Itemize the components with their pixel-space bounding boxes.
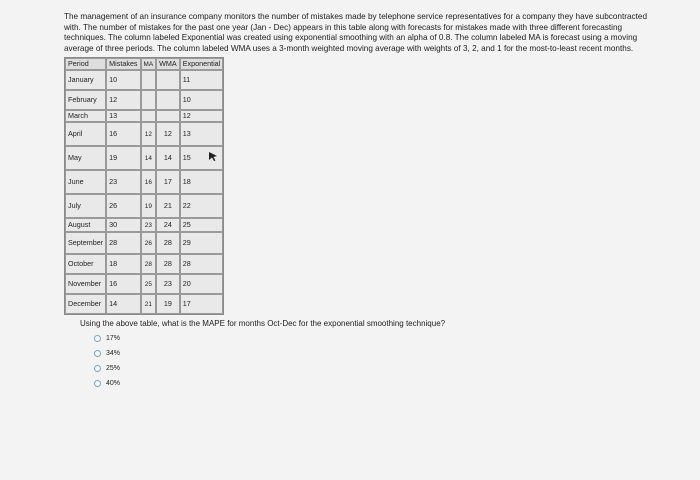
table-row [65,218,223,232]
answer-option[interactable] [94,361,664,376]
ma-cell [141,110,157,122]
mistakes-cell: 23 [106,170,140,194]
forecast-table [64,57,224,315]
wma-cell: 19 [156,294,180,314]
table-row [65,274,223,294]
table-row [65,232,223,254]
mistakes-cell: 14 [106,294,140,314]
exponential-cell: 22 [180,194,224,218]
exponential-cell: 13 [180,122,224,146]
wma-cell [156,70,180,90]
period-cell: May [65,146,106,170]
ma-cell: 23 [141,218,157,232]
period-cell: October [65,254,106,274]
header-mistakes: Mistakes [106,58,140,70]
mistakes-cell: 18 [106,254,140,274]
table-row [65,254,223,274]
radio-button-icon[interactable] [94,365,101,372]
wma-cell: 14 [156,146,180,170]
radio-button-icon[interactable] [94,350,101,357]
table-row [65,170,223,194]
question-text: Using the above table, what is the MAPE for months Oct-Dec for the exponential smoothing technique? [80,319,446,329]
header-ma: MA [141,58,157,70]
exponential-cell: 15 [180,146,224,170]
table-row [65,194,223,218]
answer-option-label: 40% [106,380,121,388]
period-cell: July [65,194,106,218]
answer-option-label: 25% [106,365,121,373]
answer-option-label: 17% [106,335,121,343]
table-row [65,70,223,90]
ma-cell: 19 [141,194,157,218]
period-cell: November [65,274,106,294]
ma-cell [141,70,157,90]
mistakes-cell: 13 [106,110,140,122]
mistakes-cell: 10 [106,70,140,90]
wma-cell: 28 [156,232,180,254]
table-row [65,294,223,314]
ma-cell: 16 [141,170,157,194]
wma-cell: 17 [156,170,180,194]
table-header-row [65,58,223,70]
mistakes-cell: 28 [106,232,140,254]
period-cell: March [65,110,106,122]
period-cell: September [65,232,106,254]
period-cell: June [65,170,106,194]
wma-cell: 28 [156,254,180,274]
mistakes-cell: 12 [106,90,140,110]
table-row [65,146,223,170]
table-row [65,110,223,122]
exponential-cell: 10 [180,90,224,110]
wma-cell: 21 [156,194,180,218]
mistakes-cell: 16 [106,122,140,146]
answer-option[interactable] [94,376,664,391]
mistakes-cell: 19 [106,146,140,170]
exponential-cell: 11 [180,70,224,90]
mouse-cursor-icon [208,151,218,161]
header-period: Period [65,58,106,70]
exponential-cell: 18 [180,170,224,194]
question-page [64,12,664,391]
period-cell: February [65,90,106,110]
problem-statement: The management of an insurance company monitors the number of mistakes made by telephone service representatives for a company they have subcontracted with. The number of mistakes for the past one year (Jan - Dec) appears in this table along with forecasts for mistakes made with three different forecasting techniques. The column labeled Exponential was created using exponential smoothing with an alpha of 0.8. The column labeled MA is forecast using a moving average of three periods. The column labeled WMA uses a 3-month weighted moving average with weights of 3, 2, and 1 for the most-to-least recent months. [64,12,647,53]
period-cell: August [65,218,106,232]
answer-option[interactable] [94,331,664,346]
ma-cell [141,90,157,110]
mistakes-cell: 26 [106,194,140,218]
answer-option-label: 34% [106,350,121,358]
ma-cell: 26 [141,232,157,254]
header-exponential: Exponential [180,58,224,70]
period-cell: January [65,70,106,90]
ma-cell: 12 [141,122,157,146]
exponential-cell: 28 [180,254,224,274]
wma-cell [156,90,180,110]
mistakes-cell: 16 [106,274,140,294]
ma-cell: 28 [141,254,157,274]
header-wma: WMA [156,58,180,70]
exponential-cell: 25 [180,218,224,232]
period-cell: April [65,122,106,146]
exponential-cell: 17 [180,294,224,314]
exponential-cell: 12 [180,110,224,122]
wma-cell: 12 [156,122,180,146]
table-row [65,90,223,110]
wma-cell: 24 [156,218,180,232]
answer-options [94,331,664,391]
table-row [65,122,223,146]
wma-cell: 23 [156,274,180,294]
radio-button-icon[interactable] [94,380,101,387]
ma-cell: 14 [141,146,157,170]
wma-cell [156,110,180,122]
radio-button-icon[interactable] [94,335,101,342]
mistakes-cell: 30 [106,218,140,232]
period-cell: December [65,294,106,314]
answer-option[interactable] [94,346,664,361]
ma-cell: 25 [141,274,157,294]
ma-cell: 21 [141,294,157,314]
exponential-cell: 20 [180,274,224,294]
exponential-cell: 29 [180,232,224,254]
